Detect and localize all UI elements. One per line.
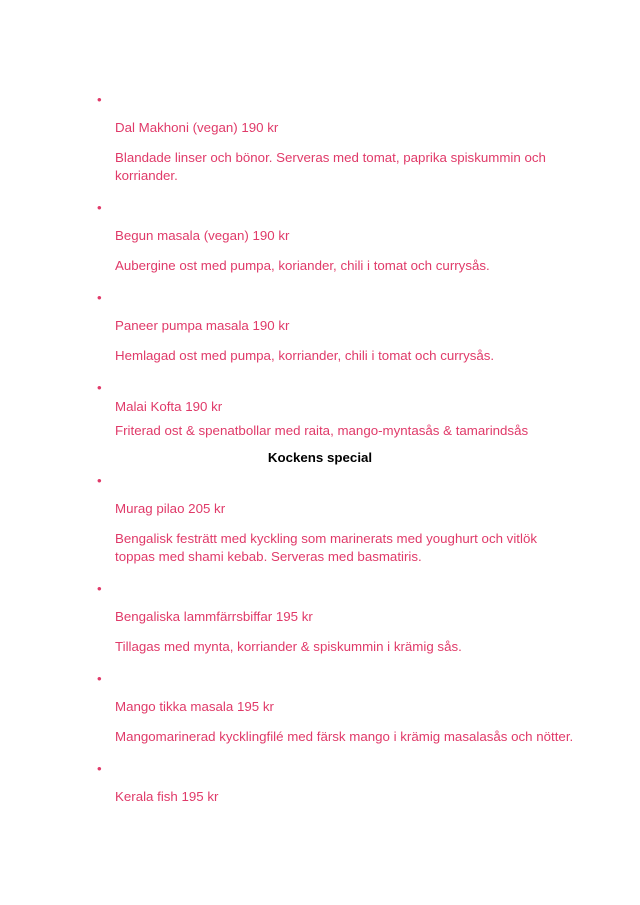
description-line: toppas med shami kebab. Serveras med basmatiris. — [115, 549, 422, 564]
bullet-icon: • — [97, 200, 102, 215]
menu-item-title: Dal Makhoni (vegan) 190 kr — [115, 120, 279, 135]
menu-item-mango-tikka-masala — [97, 670, 595, 746]
bullet-icon: • — [97, 581, 102, 596]
description-line: Mangomarinerad kycklingfilé med färsk mango i krämig masalasås och nötter. — [115, 729, 574, 744]
description-line: Hemlagad ost med pumpa, korriander, chili i tomat och currysås. — [115, 348, 495, 363]
menu-item-begun-masala — [97, 199, 595, 275]
menu-item-description — [115, 530, 595, 566]
menu-item-title: Kerala fish 195 kr — [115, 789, 219, 804]
description-line: Blandade linser och bönor. Serveras med tomat, paprika spiskummin och — [115, 150, 546, 165]
menu-item-title: Bengaliska lammfärrsbiffar 195 kr — [115, 609, 313, 624]
menu-item-dal-makhoni — [97, 91, 595, 185]
bullet-icon: • — [97, 671, 102, 686]
menu-item-description — [115, 257, 595, 275]
description-line: Tillagas med mynta, korriander & spiskummin i krämig sås. — [115, 639, 462, 654]
bullet-icon: • — [97, 761, 102, 776]
menu-item-description — [115, 422, 595, 440]
menu-item-description — [115, 638, 595, 656]
description-line: korriander. — [115, 168, 178, 183]
section-heading-kockens-special: Kockens special — [267, 450, 373, 465]
description-line: Aubergine ost med pumpa, koriander, chili i tomat och currysås. — [115, 258, 490, 273]
bullet-icon: • — [97, 92, 102, 107]
menu-item-kerala-fish — [97, 760, 595, 806]
menu-item-paneer-pumpa-masala — [97, 289, 595, 365]
menu-item-title: Paneer pumpa masala 190 kr — [115, 318, 290, 333]
bullet-icon: • — [97, 290, 102, 305]
bullet-icon: • — [97, 380, 102, 395]
menu-item-title: Murag pilao 205 kr — [115, 501, 226, 516]
menu-item-title: Begun masala (vegan) 190 kr — [115, 228, 290, 243]
description-line: Bengalisk festrätt med kyckling som marinerats med youghurt och vitlök — [115, 531, 537, 546]
menu-item-description — [115, 347, 595, 365]
menu-item-malai-kofta — [97, 379, 595, 440]
bullet-icon: • — [97, 473, 102, 488]
menu-item-title: Mango tikka masala 195 kr — [115, 699, 274, 714]
menu-item-description — [115, 149, 595, 185]
description-line: Friterad ost & spenatbollar med raita, mango-myntasås & tamarindsås — [115, 423, 529, 438]
menu-item-murag-pilao — [97, 472, 595, 566]
menu-item-bengaliska-lammfarrsbiffar — [97, 580, 595, 656]
menu-item-title: Malai Kofta 190 kr — [115, 399, 223, 414]
menu-item-description — [115, 728, 595, 746]
